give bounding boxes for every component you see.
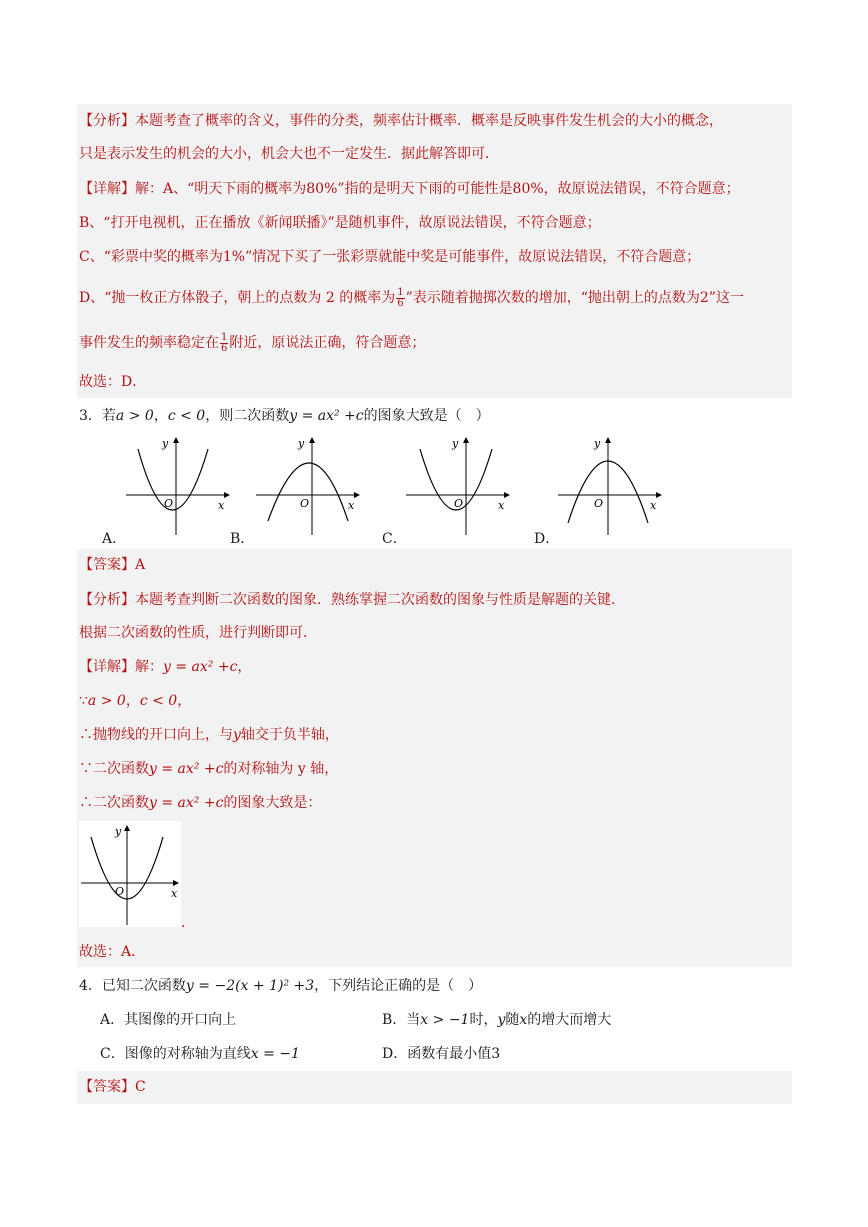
- detail-line-c: C、“彩票中奖的概率为1%”情况下买了一张彩票就能中奖是可能事件，故原说法错误，不符合题意；: [79, 249, 701, 265]
- q4-option-b: B．当x > −1时，y随x的增大而增大: [382, 1012, 612, 1028]
- answer-block-q4: [77, 1071, 792, 1104]
- graph-option-c: [404, 435, 514, 535]
- svg-text:y: y: [162, 437, 169, 450]
- graph-option-d: [556, 435, 666, 535]
- q4-answer-line: 【答案】C: [79, 1079, 146, 1095]
- fraction-one-sixth-2: $\frac{1}{6}$: [221, 331, 228, 354]
- detail-tag: 【详解】: [79, 181, 135, 197]
- question-4-stem: 4．已知二次函数y = −2(x + 1)² +3，下列结论正确的是（ ）: [79, 978, 483, 994]
- svg-text:x: x: [218, 499, 225, 512]
- option-b-label: B．: [230, 531, 255, 547]
- svg-text:y: y: [115, 825, 122, 838]
- q3-detail-line-4: ∵二次函数y = ax² +c的对称轴为 y 轴，: [79, 761, 339, 777]
- answer-graph-period: .: [181, 915, 186, 931]
- graph-option-a: [124, 435, 234, 535]
- option-d-label: D．: [534, 531, 560, 547]
- svg-text:y: y: [298, 437, 305, 450]
- svg-text:O: O: [115, 885, 125, 898]
- detail-line-d2: 事件发生的频率稳定在 $\frac{1}{6}$ 附近，原说法正确，符合题意；: [79, 331, 426, 354]
- svg-text:O: O: [454, 497, 464, 510]
- q3-analysis-line: 【分析】本题考查判断二次函数的图象．熟练掌握二次函数的图象与性质是解题的关键．: [79, 592, 625, 608]
- q4-option-c: C．图像的对称轴为直线x = −1: [100, 1046, 300, 1062]
- choice-line-q2: 故选：D．: [79, 374, 147, 390]
- q4-option-a: A．其图像的开口向上: [100, 1012, 237, 1028]
- option-a-label: A．: [102, 531, 127, 547]
- detail-line-b: B、“打开电视机，正在播放《新闻联播》”是随机事件，故原说法错误，不符合题意；: [79, 215, 601, 231]
- svg-text:y: y: [594, 437, 601, 450]
- svg-text:x: x: [650, 499, 657, 512]
- svg-text:x: x: [498, 499, 505, 512]
- q3-choice-line: 故选：A．: [79, 944, 146, 960]
- analysis-line-2: 只是表示发生的机会的大小，机会大也不一定发生．据此解答即可．: [79, 146, 499, 162]
- option-c-label: C．: [382, 531, 407, 547]
- analysis-tag: 【分析】: [79, 113, 135, 129]
- svg-text:O: O: [164, 497, 174, 510]
- q3-detail-line-1: 【详解】解：y = ax² +c，: [79, 659, 252, 675]
- q4-option-d: D．函数有最小值3: [382, 1046, 501, 1062]
- q3-answer-line: 【答案】A: [79, 557, 146, 573]
- detail-line-d: D、“抛一枚正方体骰子，朝上的点数为 2 的概率为 $\frac{1}{6}$ ”表示随着抛掷次数的增加，“抛出朝上的点数为2”这一: [79, 286, 744, 309]
- fraction-one-sixth: $\frac{1}{6}$: [397, 286, 404, 309]
- q3-detail-line-3: ∴抛物线的开口向上，与y轴交于负半轴，: [79, 727, 339, 743]
- detail-line-a: 【详解】解：A、“明天下雨的概率为80%”指的是明天下雨的可能性是80%，故原说法错误，不符合题意；: [79, 181, 740, 197]
- svg-text:O: O: [594, 497, 604, 510]
- analysis-line-1: 【分析】本题考查了概率的含义，事件的分类，频率估计概率．概率是反映事件发生机会的大小的概念，: [79, 113, 723, 129]
- graph-option-b: [254, 435, 364, 535]
- q3-detail-line-2: ∵a > 0，c < 0，: [79, 693, 192, 709]
- svg-text:x: x: [171, 887, 178, 900]
- answer-graph: [79, 821, 181, 927]
- svg-text:y: y: [452, 437, 459, 450]
- q3-detail-line-5: ∴二次函数y = ax² +c的图象大致是：: [79, 795, 322, 811]
- svg-text:O: O: [300, 497, 310, 510]
- question-3-stem: 3．若a > 0，c < 0，则二次函数y = ax² +c的图象大致是（ ）: [79, 408, 490, 424]
- svg-text:x: x: [348, 499, 355, 512]
- q3-analysis-line-2: 根据二次函数的性质，进行判断即可．: [79, 625, 317, 641]
